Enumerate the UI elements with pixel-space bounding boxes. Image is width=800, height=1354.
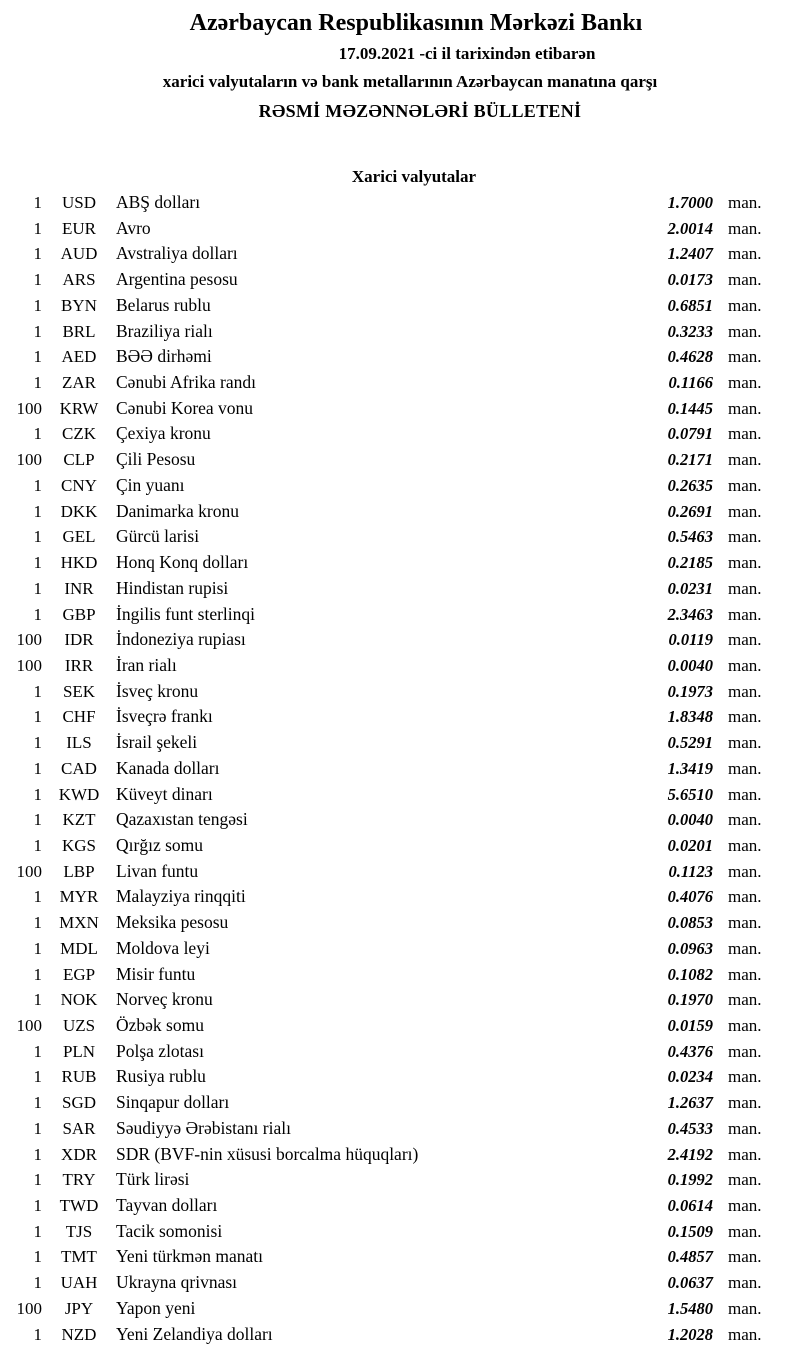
currency-name-cell: Cənubi Afrika randı (116, 372, 256, 393)
quantity-cell: 1 (33, 553, 42, 573)
rate-cell: 0.5463 (667, 527, 713, 547)
table-row (0, 550, 800, 576)
rate-cell: 0.0853 (667, 913, 713, 933)
quantity-cell: 1 (33, 347, 42, 367)
quantity-cell: 1 (33, 1170, 42, 1190)
unit-cell: man. (728, 1221, 762, 1241)
rate-cell: 1.2407 (667, 244, 713, 264)
table-row (0, 884, 800, 910)
table-row (0, 910, 800, 936)
table-row (0, 1244, 800, 1270)
currency-code-cell: ZAR (62, 373, 96, 393)
currency-name-cell: Ukrayna qrivnası (116, 1272, 238, 1293)
currency-name-cell: Polşa zlotası (116, 1040, 204, 1061)
rate-cell: 0.0791 (667, 424, 713, 444)
unit-cell: man. (728, 604, 762, 624)
table-row (0, 293, 800, 319)
rate-cell: 0.1970 (667, 990, 713, 1010)
quantity-cell: 1 (33, 1221, 42, 1241)
currency-code-cell: BYN (61, 295, 97, 315)
quantity-cell: 1 (33, 810, 42, 830)
quantity-cell: 1 (33, 1093, 42, 1113)
unit-cell: man. (728, 990, 762, 1010)
currency-name-cell: Cənubi Korea vonu (116, 397, 254, 418)
rate-cell: 1.2637 (667, 1093, 713, 1113)
currency-name-cell: Küveyt dinarı (116, 783, 213, 804)
currency-code-cell: TWD (59, 1196, 99, 1216)
currency-code-cell: RUB (61, 1067, 97, 1087)
section-title: Xarici valyutalar (351, 167, 477, 186)
quantity-cell: 1 (33, 604, 42, 624)
rate-cell: 0.5291 (667, 733, 713, 753)
currency-name-cell: Çexiya kronu (116, 423, 211, 444)
currency-code-cell: XDR (61, 1144, 97, 1164)
table-row (0, 756, 800, 782)
rate-cell: 0.1123 (668, 861, 713, 881)
quantity-cell: 100 (16, 1298, 42, 1318)
quantity-cell: 1 (33, 321, 42, 341)
currency-code-cell: CLP (63, 450, 95, 470)
currency-name-cell: Yeni Zelandiya dolları (116, 1323, 273, 1344)
table-row (0, 1322, 800, 1348)
quantity-cell: 1 (33, 1273, 42, 1293)
currency-code-cell: CHF (62, 707, 96, 727)
unit-cell: man. (728, 424, 762, 444)
currency-name-cell: Qazaxıstan tengəsi (116, 809, 248, 830)
table-row (0, 241, 800, 267)
currency-name-cell: İndoneziya rupiası (116, 629, 246, 650)
rate-cell: 0.6851 (667, 295, 713, 315)
quantity-cell: 1 (33, 1196, 42, 1216)
table-row (0, 447, 800, 473)
table-row (0, 1090, 800, 1116)
currency-code-cell: KWD (58, 784, 100, 804)
table-row (0, 653, 800, 679)
rate-cell: 5.6510 (667, 784, 713, 804)
rate-cell: 2.0014 (667, 218, 713, 238)
quantity-cell: 1 (33, 1067, 42, 1087)
quantity-cell: 1 (33, 964, 42, 984)
currency-name-cell: Moldova leyi (116, 937, 210, 958)
currency-code-cell: SEK (62, 681, 96, 701)
unit-cell: man. (728, 218, 762, 238)
quantity-cell: 1 (33, 758, 42, 778)
rate-cell: 0.0201 (667, 835, 713, 855)
rate-cell: 0.4628 (667, 347, 713, 367)
rate-cell: 0.4376 (667, 1041, 713, 1061)
unit-cell: man. (728, 1067, 762, 1087)
quantity-cell: 1 (33, 424, 42, 444)
currency-name-cell: Rusiya rublu (116, 1066, 206, 1087)
unit-cell: man. (728, 1247, 762, 1267)
table-row (0, 396, 800, 422)
unit-cell: man. (728, 1324, 762, 1344)
rate-cell: 0.2185 (667, 553, 713, 573)
currency-code-cell: ILS (66, 733, 92, 753)
quantity-cell: 1 (33, 990, 42, 1010)
table-row (0, 576, 800, 602)
currency-name-cell: Yapon yeni (116, 1297, 196, 1318)
currency-name-cell: Tacik somonisi (116, 1220, 223, 1241)
currency-name-cell: SDR (BVF-nin xüsusi borcalma hüquqları) (116, 1143, 419, 1164)
unit-cell: man. (728, 733, 762, 753)
currency-code-cell: KGS (61, 835, 96, 855)
currency-code-cell: ARS (62, 270, 96, 290)
quantity-cell: 100 (16, 1016, 42, 1035)
currency-name-cell: İngilis funt sterlinqi (116, 603, 256, 624)
quantity-cell: 1 (33, 835, 42, 855)
table-row (0, 1064, 800, 1090)
unit-cell: man. (728, 553, 762, 573)
quantity-cell: 1 (33, 1324, 42, 1344)
table-row (0, 987, 800, 1013)
currency-code-cell: INR (64, 578, 94, 598)
quantity-cell: 100 (16, 630, 42, 650)
table-row (0, 190, 800, 216)
currency-name-cell: Səudiyyə Ərəbistanı rialı (116, 1117, 291, 1138)
unit-cell: man. (728, 1041, 762, 1061)
unit-cell: man. (728, 1093, 762, 1113)
table-row (0, 627, 800, 653)
currency-name-cell: Argentina pesosu (116, 269, 238, 290)
quantity-cell: 1 (33, 1118, 42, 1138)
unit-cell: man. (728, 1016, 762, 1035)
rate-cell: 0.4533 (667, 1118, 713, 1138)
bulletin-page (0, 6, 800, 1354)
currency-code-cell: LBP (63, 861, 95, 881)
table-row (0, 782, 800, 808)
quantity-cell: 1 (33, 913, 42, 933)
table-row (0, 730, 800, 756)
currency-name-cell: BƏƏ dirhəmi (116, 346, 212, 367)
currency-name-cell: Gürcü larisi (116, 526, 200, 547)
table-row (0, 807, 800, 833)
unit-cell: man. (728, 501, 762, 521)
currency-code-cell: CAD (61, 758, 97, 778)
table-row (0, 473, 800, 499)
quantity-cell: 1 (33, 578, 42, 598)
currency-name-cell: Danimarka kronu (116, 500, 239, 521)
currency-code-cell: MYR (59, 887, 99, 907)
page-title: Azərbaycan Respublikasının Mərkəzi Bankı (189, 10, 643, 36)
unit-cell: man. (728, 193, 762, 212)
rate-cell: 0.2635 (667, 475, 713, 495)
currency-name-cell: İsveçrə frankı (116, 706, 213, 727)
currency-name-cell: Yeni türkmən manatı (116, 1246, 263, 1267)
rate-cell: 0.4076 (667, 887, 713, 907)
currency-name-cell: Livan funtu (116, 860, 199, 881)
table-row (0, 1116, 800, 1142)
unit-cell: man. (728, 707, 762, 727)
table-row (0, 319, 800, 345)
unit-cell: man. (728, 475, 762, 495)
table-row (0, 1013, 800, 1039)
currency-code-cell: GEL (62, 527, 96, 547)
unit-cell: man. (728, 758, 762, 778)
currency-code-cell: TMT (61, 1247, 97, 1267)
effective-date-line: 17.09.2021 -ci il tarixindən etibarən (338, 44, 596, 63)
table-row (0, 370, 800, 396)
quantity-cell: 1 (33, 193, 42, 212)
currency-code-cell: MDL (60, 938, 98, 958)
unit-cell: man. (728, 578, 762, 598)
currency-code-cell: GBP (62, 604, 96, 624)
unit-cell: man. (728, 784, 762, 804)
unit-cell: man. (728, 244, 762, 264)
currency-name-cell: Norveç kronu (116, 989, 213, 1010)
currency-name-cell: Çili Pesosu (116, 449, 196, 470)
currency-name-cell: Çin yuanı (116, 474, 185, 495)
table-row (0, 936, 800, 962)
currency-code-cell: PLN (62, 1041, 96, 1061)
quantity-cell: 1 (33, 681, 42, 701)
quantity-cell: 1 (33, 707, 42, 727)
rate-cell: 1.3419 (667, 758, 713, 778)
rate-cell: 0.2691 (667, 501, 713, 521)
unit-cell: man. (728, 835, 762, 855)
currency-code-cell: AUD (60, 244, 98, 264)
quantity-cell: 1 (33, 733, 42, 753)
table-row (0, 344, 800, 370)
unit-cell: man. (728, 373, 762, 393)
rate-cell: 0.1992 (667, 1170, 713, 1190)
unit-cell: man. (728, 861, 762, 881)
currency-name-cell: Misir funtu (116, 963, 196, 984)
quantity-cell: 1 (33, 1247, 42, 1267)
rate-cell: 0.0231 (667, 578, 713, 598)
rate-cell: 1.7000 (667, 193, 713, 212)
subject-line: xarici valyutaların və bank metallarının Azərbaycan manatına qarşı (162, 72, 658, 91)
currency-name-cell: ABŞ dolları (116, 192, 201, 212)
table-row (0, 859, 800, 885)
quantity-cell: 100 (16, 655, 42, 675)
quantity-cell: 100 (16, 450, 42, 470)
unit-cell: man. (728, 938, 762, 958)
currency-code-cell: CNY (61, 475, 97, 495)
rates-table (0, 190, 800, 1347)
rate-cell: 0.0614 (667, 1196, 713, 1216)
table-row (0, 1193, 800, 1219)
rate-cell: 2.4192 (667, 1144, 713, 1164)
currency-name-cell: Tayvan dolları (116, 1195, 218, 1216)
unit-cell: man. (728, 810, 762, 830)
unit-cell: man. (728, 913, 762, 933)
unit-cell: man. (728, 887, 762, 907)
unit-cell: man. (728, 655, 762, 675)
quantity-cell: 1 (33, 784, 42, 804)
unit-cell: man. (728, 450, 762, 470)
table-row (0, 962, 800, 988)
currency-code-cell: SAR (62, 1118, 96, 1138)
unit-cell: man. (728, 1196, 762, 1216)
currency-name-cell: Braziliya rialı (116, 320, 213, 341)
rate-cell: 0.0040 (667, 655, 713, 675)
unit-cell: man. (728, 270, 762, 290)
document-header (0, 6, 800, 126)
table-row (0, 1270, 800, 1296)
currency-code-cell: CZK (62, 424, 96, 444)
currency-code-cell: UZS (62, 1016, 96, 1035)
table-row (0, 1219, 800, 1245)
table-row (0, 421, 800, 447)
rate-cell: 0.2171 (667, 450, 713, 470)
quantity-cell: 1 (33, 1144, 42, 1164)
rate-cell: 0.0234 (667, 1067, 713, 1087)
quantity-cell: 1 (33, 1041, 42, 1061)
currency-code-cell: KZT (62, 810, 96, 830)
table-row (0, 1296, 800, 1322)
currency-code-cell: KRW (59, 398, 99, 418)
quantity-cell: 1 (33, 218, 42, 238)
table-row (0, 1039, 800, 1065)
currency-code-cell: NOK (60, 990, 98, 1010)
currency-name-cell: Meksika pesosu (116, 912, 229, 933)
table-row (0, 524, 800, 550)
rate-cell: 0.1166 (668, 373, 713, 393)
currency-code-cell: SGD (61, 1093, 96, 1113)
rate-cell: 0.0637 (667, 1273, 713, 1293)
unit-cell: man. (728, 1118, 762, 1138)
rate-cell: 0.1445 (667, 398, 713, 418)
table-row (0, 216, 800, 242)
currency-name-cell: Qırğız somu (116, 834, 204, 855)
currency-name-cell: Özbək somu (116, 1015, 204, 1035)
currency-name-cell: Hindistan rupisi (116, 577, 229, 598)
currency-code-cell: HKD (60, 553, 98, 573)
unit-cell: man. (728, 630, 762, 650)
unit-cell: man. (728, 681, 762, 701)
rate-cell: 0.3233 (667, 321, 713, 341)
rate-cell: 0.0040 (667, 810, 713, 830)
quantity-cell: 1 (33, 475, 42, 495)
bulletin-title: RƏSMİ MƏZƏNNƏLƏRİ BÜLLETENİ (258, 101, 582, 121)
currency-code-cell: TJS (65, 1221, 93, 1241)
unit-cell: man. (728, 1170, 762, 1190)
currency-code-cell: USD (61, 193, 96, 212)
rate-cell: 2.3463 (667, 604, 713, 624)
currency-name-cell: Avstraliya dolları (116, 243, 238, 264)
rate-cell: 0.0963 (667, 938, 713, 958)
quantity-cell: 1 (33, 244, 42, 264)
table-row (0, 602, 800, 628)
rate-cell: 0.1082 (667, 964, 713, 984)
currency-name-cell: Sinqapur dolları (116, 1092, 230, 1113)
rate-cell: 1.8348 (667, 707, 713, 727)
quantity-cell: 1 (33, 938, 42, 958)
quantity-cell: 100 (16, 398, 42, 418)
quantity-cell: 1 (33, 373, 42, 393)
table-row (0, 833, 800, 859)
quantity-cell: 1 (33, 527, 42, 547)
unit-cell: man. (728, 1273, 762, 1293)
currency-code-cell: BRL (62, 321, 96, 341)
currency-code-cell: DKK (60, 501, 98, 521)
table-row (0, 704, 800, 730)
currency-code-cell: EGP (62, 964, 96, 984)
quantity-cell: 100 (16, 861, 42, 881)
rate-cell: 0.0119 (668, 630, 713, 650)
unit-cell: man. (728, 1298, 762, 1318)
currency-code-cell: JPY (64, 1298, 94, 1318)
rate-cell: 0.4857 (667, 1247, 713, 1267)
currency-code-cell: AED (61, 347, 97, 367)
rate-cell: 1.5480 (667, 1298, 713, 1318)
unit-cell: man. (728, 295, 762, 315)
currency-name-cell: Honq Konq dolları (116, 552, 249, 573)
currency-code-cell: EUR (62, 218, 96, 238)
rate-cell: 1.2028 (667, 1324, 713, 1344)
currency-name-cell: Kanada dolları (116, 757, 220, 778)
rate-cell: 0.0173 (667, 270, 713, 290)
currency-code-cell: IRR (64, 655, 94, 675)
quantity-cell: 1 (33, 270, 42, 290)
table-row (0, 1167, 800, 1193)
currency-name-cell: Belarus rublu (116, 294, 211, 315)
table-row (0, 1142, 800, 1168)
table-row (0, 499, 800, 525)
unit-cell: man. (728, 527, 762, 547)
rate-cell: 0.1509 (667, 1221, 713, 1241)
unit-cell: man. (728, 964, 762, 984)
currency-name-cell: İran rialı (116, 654, 177, 675)
quantity-cell: 1 (33, 295, 42, 315)
quantity-cell: 1 (33, 501, 42, 521)
rate-cell: 0.1973 (667, 681, 713, 701)
table-row (0, 679, 800, 705)
currency-name-cell: İsrail şekeli (116, 732, 198, 753)
currency-name-cell: Türk lirəsi (116, 1169, 190, 1190)
currency-name-cell: Avro (116, 217, 151, 238)
table-row (0, 267, 800, 293)
currency-name-cell: İsveç kronu (116, 680, 199, 701)
currency-code-cell: NZD (61, 1324, 97, 1344)
currency-code-cell: TRY (62, 1170, 96, 1190)
unit-cell: man. (728, 321, 762, 341)
currency-code-cell: MXN (59, 913, 99, 933)
currency-code-cell: UAH (60, 1273, 98, 1293)
unit-cell: man. (728, 1144, 762, 1164)
currency-code-cell: IDR (64, 630, 94, 650)
rate-cell: 0.0159 (667, 1016, 713, 1035)
unit-cell: man. (728, 398, 762, 418)
unit-cell: man. (728, 347, 762, 367)
quantity-cell: 1 (33, 887, 42, 907)
currency-name-cell: Malayziya rinqqiti (116, 886, 246, 907)
